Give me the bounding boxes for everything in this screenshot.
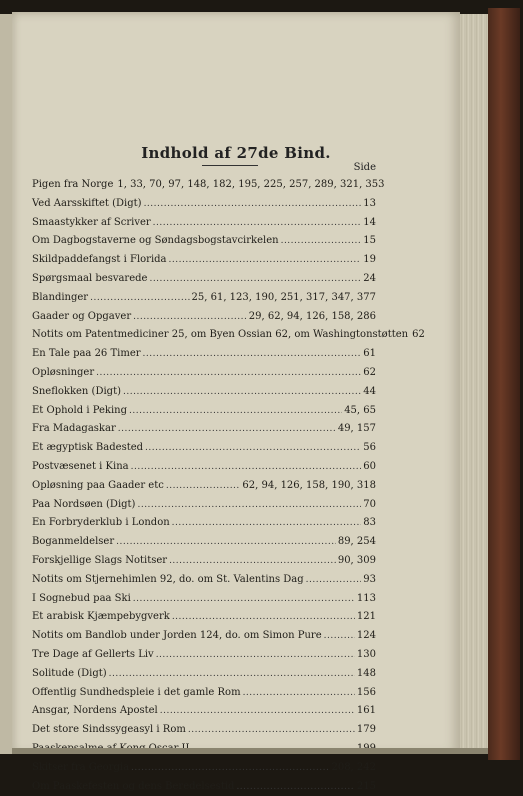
toc-entry-pages: 148 (357, 665, 376, 684)
toc-entry-pages: 70 (363, 496, 376, 515)
toc-entry (32, 383, 376, 402)
toc-entry-pages: 19 (363, 251, 376, 270)
page-stack-edges (460, 14, 488, 749)
toc-entry-pages: 93 (363, 571, 376, 590)
leader-dots (133, 308, 247, 327)
toc-entry-pages: 13 (363, 195, 376, 214)
leader-dots (153, 214, 362, 233)
toc-entry-title: Blandinger (32, 289, 88, 308)
toc-entry-title: Skildpaddefangst i Florida (32, 251, 167, 270)
toc-entry-pages: 14 (363, 214, 376, 233)
leader-dots (160, 702, 355, 721)
toc-entry-pages: 60 (363, 458, 376, 477)
toc-entry-pages: 62 (363, 364, 376, 383)
toc-entry-title: Notits om Stjernehimlen 92, do. om St. Valentins Dag (32, 571, 304, 590)
leader-dots (145, 439, 361, 458)
leader-dots (243, 684, 355, 703)
toc-entry-title: Opløsninger (32, 364, 94, 383)
toc-entry-pages: 215 (357, 778, 376, 796)
toc-entry (32, 439, 376, 458)
leader-dots (169, 251, 362, 270)
toc-entry (32, 308, 376, 327)
toc-entry (32, 214, 376, 233)
toc-entry-pages: 161 (357, 702, 376, 721)
leader-dots (96, 364, 361, 383)
title-rule (202, 165, 258, 166)
toc-entry-pages: 121 (357, 608, 376, 627)
leader-dots (143, 345, 362, 364)
toc-entry-title: Smaastykker af Scriver (32, 214, 151, 233)
toc-entry (32, 514, 376, 533)
leader-dots (133, 590, 355, 609)
toc-entry-title: En Tale paa 26 Timer (32, 345, 141, 364)
toc-entry-title: Ved Aarsskiftet (Digt) (32, 195, 142, 214)
toc-entry-title: Fra Madagaskar (32, 420, 116, 439)
toc-entry (32, 608, 376, 627)
leader-dots (109, 665, 355, 684)
toc-entry (32, 496, 376, 515)
table-of-contents (32, 176, 376, 796)
toc-entry (32, 533, 376, 552)
toc-entry (32, 251, 376, 270)
toc-entry (32, 646, 376, 665)
toc-entry-pages: 89, 254 (338, 533, 376, 552)
leader-dots (116, 533, 336, 552)
toc-entry (32, 270, 376, 289)
toc-entry-title: Pigen fra Norge (32, 176, 113, 195)
toc-entry (32, 232, 376, 251)
toc-entry-title: Et Ophold i Peking (32, 402, 127, 421)
toc-entry (32, 590, 376, 609)
toc-entry-pages: 83 (363, 514, 376, 533)
toc-entry (32, 420, 376, 439)
toc-entry-pages: 124 (357, 627, 376, 646)
toc-entry (32, 345, 376, 364)
leader-dots (172, 608, 355, 627)
leader-dots (236, 778, 354, 796)
toc-entry (32, 702, 376, 721)
leader-dots (324, 627, 355, 646)
toc-entry (32, 289, 376, 308)
toc-entry-pages: 25, 61, 123, 190, 251, 317, 347, 377 (192, 289, 376, 308)
book-cover (488, 8, 520, 760)
toc-entry (32, 326, 376, 345)
toc-entry-title: Tre Dage af Gellerts Liv (32, 646, 154, 665)
toc-entry (32, 195, 376, 214)
toc-entry (32, 721, 376, 740)
toc-entry-pages: 49, 157 (338, 420, 376, 439)
toc-entry-pages: 130 (357, 646, 376, 665)
toc-entry-title: Om Dagbogstaverne og Søndagsbogstavcirkelen (32, 232, 279, 251)
toc-entry-pages: 15 (363, 232, 376, 251)
toc-entry-title: Et ægyptisk Badested (32, 439, 143, 458)
toc-entry-title: Notits om Patentmediciner 25, om Byen Ossian 62, om Washingtonstøtten (32, 326, 408, 345)
toc-entry (32, 402, 376, 421)
leader-dots (306, 571, 362, 590)
toc-entry-pages: 24 (363, 270, 376, 289)
page-title: Indhold af 27de Bind. (12, 144, 460, 162)
leader-dots (129, 402, 342, 421)
toc-entry-title: Opløsning paa Gaader etc (32, 477, 164, 496)
toc-entry (32, 364, 376, 383)
toc-entry-pages: 44 (363, 383, 376, 402)
toc-entry-title: Sneflokken (Digt) (32, 383, 121, 402)
toc-entry-title: Ansgar, Nordens Apostel (32, 702, 158, 721)
toc-entry-title: Postvæsenet i Kina (32, 458, 129, 477)
toc-entry-title: Om Paaskefesten og dens Beredelsestid (32, 778, 234, 796)
toc-entry (32, 477, 376, 496)
leader-dots (123, 383, 361, 402)
toc-entry-pages: 113 (357, 590, 376, 609)
leader-dots (156, 646, 355, 665)
leader-dots (281, 232, 362, 251)
toc-entry-title: Det store Sindssygeasyl i Rom (32, 721, 186, 740)
toc-entry (32, 458, 376, 477)
toc-entry-title: En Forbryderklub i London (32, 514, 170, 533)
toc-entry (32, 176, 376, 195)
toc-entry-pages: 90, 309 (338, 552, 376, 571)
toc-entry (32, 684, 376, 703)
toc-entry (32, 552, 376, 571)
leader-dots (188, 721, 355, 740)
toc-entry-title: Spørgsmaal besvarede (32, 270, 147, 289)
toc-entry-pages: 45, 65 (344, 402, 376, 421)
toc-entry (32, 665, 376, 684)
toc-entry-title: Boganmeldelser (32, 533, 114, 552)
page-bottom-edge (12, 748, 488, 754)
leader-dots (131, 458, 362, 477)
toc-entry-pages: 1, 33, 70, 97, 148, 182, 195, 225, 257, 289, 321, 353 (117, 176, 384, 195)
toc-entry (32, 778, 376, 796)
toc-entry-pages: 62, 94, 126, 158, 190, 318 (242, 477, 376, 496)
page-column-label: Side (354, 162, 376, 173)
leader-dots (131, 759, 329, 778)
toc-entry-pages: 29, 62, 94, 126, 158, 286 (249, 308, 376, 327)
toc-entry (32, 759, 376, 778)
leader-dots (137, 496, 361, 515)
toc-entry-pages: 208, 242 (331, 759, 376, 778)
leader-dots (172, 514, 362, 533)
toc-entry-title: Solitude (Digt) (32, 665, 107, 684)
leader-dots (144, 195, 362, 214)
toc-entry-title: Skitser fra Georgia (32, 759, 129, 778)
toc-entry-pages: 62 (412, 326, 425, 345)
toc-entry (32, 627, 376, 646)
leader-dots (90, 289, 189, 308)
toc-entry-pages: 61 (363, 345, 376, 364)
toc-entry-title: Forskjellige Slags Notitser (32, 552, 167, 571)
leader-dots (169, 552, 336, 571)
book-page (12, 12, 460, 754)
toc-entry (32, 571, 376, 590)
toc-entry-title: Et arabisk Kjæmpebygverk (32, 608, 170, 627)
toc-entry-title: I Sognebud paa Ski (32, 590, 131, 609)
leader-dots (118, 420, 336, 439)
toc-entry-title: Gaader og Opgaver (32, 308, 131, 327)
leader-dots (149, 270, 361, 289)
toc-entry-pages: 179 (357, 721, 376, 740)
toc-entry-pages: 156 (357, 684, 376, 703)
toc-entry-title: Offentlig Sundhedspleie i det gamle Rom (32, 684, 241, 703)
toc-entry-title: Notits om Bandlob under Jorden 124, do. om Simon Pure (32, 627, 322, 646)
toc-entry-title: Paa Nordsøen (Digt) (32, 496, 135, 515)
leader-dots (166, 477, 241, 496)
toc-entry-pages: 56 (363, 439, 376, 458)
